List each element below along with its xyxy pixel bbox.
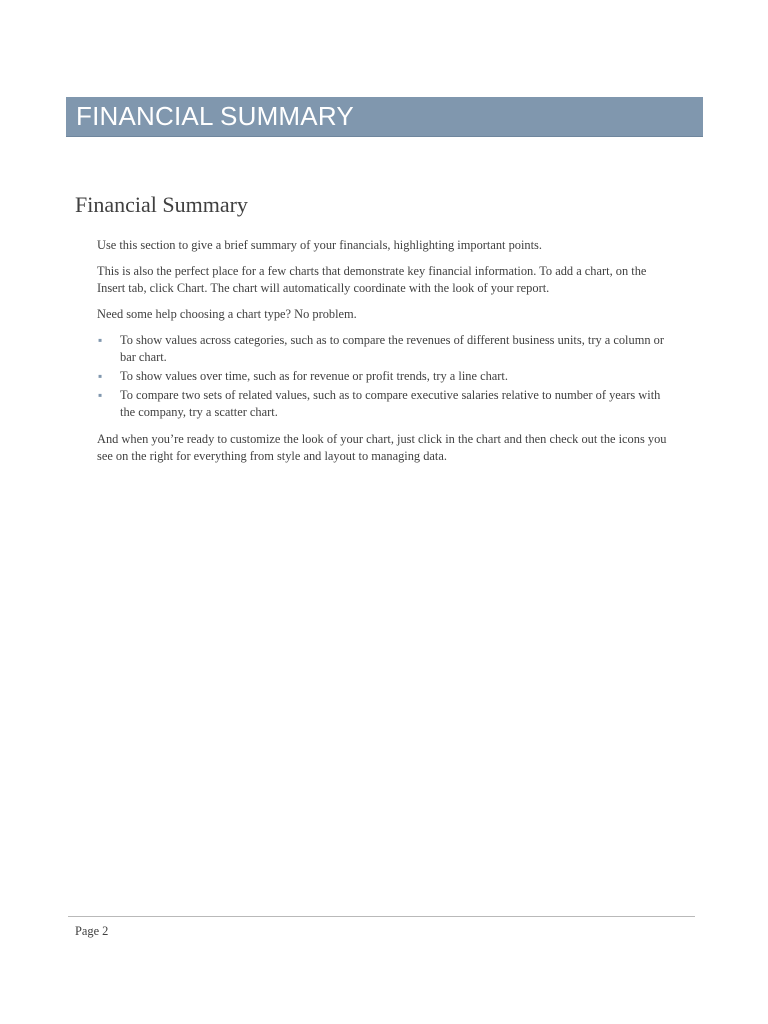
footer-divider: [68, 916, 695, 917]
list-item: [97, 368, 667, 385]
title-banner: [66, 97, 703, 137]
banner-title: FINANCIAL SUMMARY: [76, 101, 354, 131]
list-item-text: To show values across categories, such as to compare the revenues of different business units, try a column or bar chart.: [120, 333, 664, 364]
list-item: [97, 332, 667, 366]
intro-paragraph: Use this section to give a brief summary of your financials, highlighting important points.: [97, 238, 542, 252]
chart-type-list: [97, 332, 667, 421]
square-bullet-icon: ▪: [98, 388, 103, 402]
section-body: [97, 237, 667, 474]
square-bullet-icon: ▪: [98, 369, 103, 383]
list-item: [97, 387, 667, 421]
section-heading: Financial Summary: [75, 192, 248, 217]
closing-paragraph: And when you’re ready to customize the look of your chart, just click in the chart and then check out the icons you see on the right for everything from style and layout to managing data.: [97, 432, 667, 463]
help-paragraph: Need some help choosing a chart type? No problem.: [97, 307, 357, 321]
charts-paragraph: This is also the perfect place for a few charts that demonstrate key financial information. To add a chart, on the Insert tab, click Chart. The chart will automatically coordinate with the look of your report.: [97, 264, 647, 295]
list-item-text: To compare two sets of related values, such as to compare executive salaries relative to number of years with the company, try a scatter chart.: [120, 388, 661, 419]
square-bullet-icon: ▪: [98, 333, 103, 347]
list-item-text: To show values over time, such as for revenue or profit trends, try a line chart.: [120, 369, 508, 383]
page-number: Page 2: [75, 924, 109, 938]
